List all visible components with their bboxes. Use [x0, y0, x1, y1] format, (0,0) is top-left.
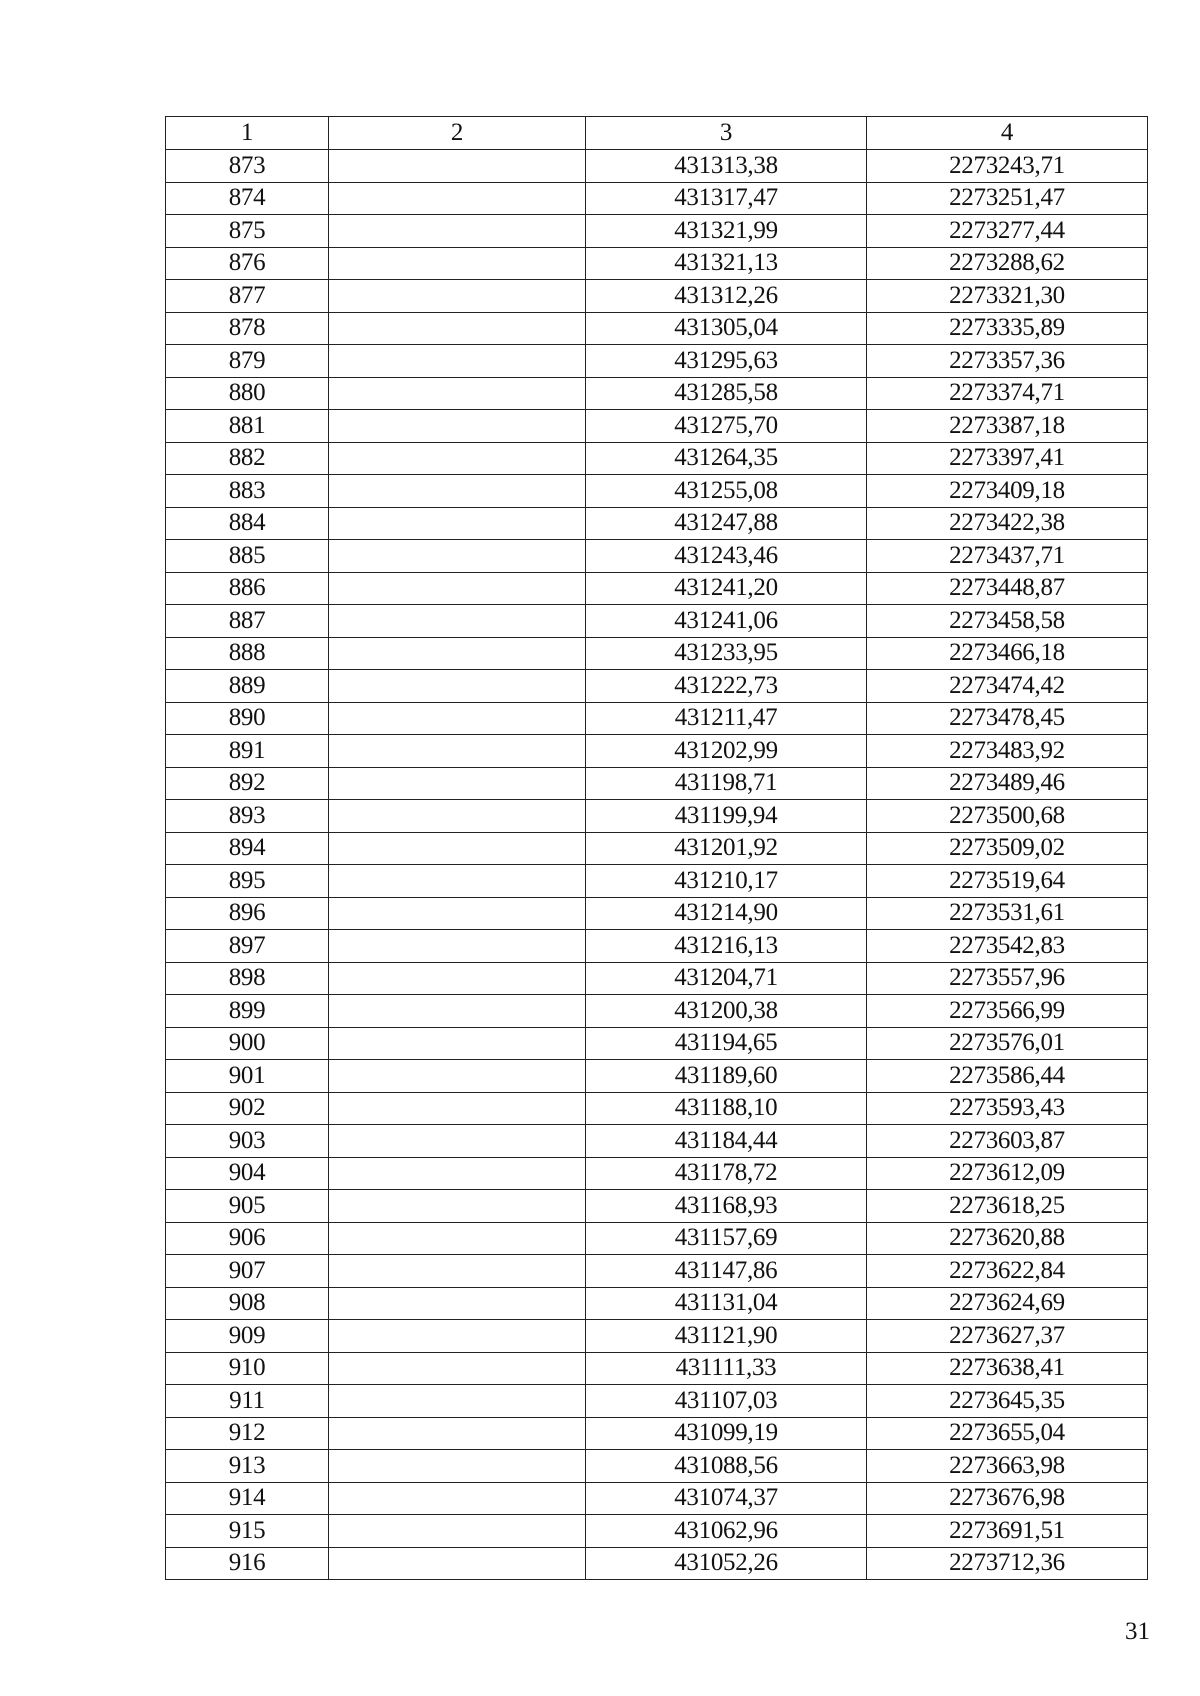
column-2-cell	[329, 962, 586, 995]
x-coordinate-cell: 431222,73	[586, 670, 867, 703]
table-row	[166, 1547, 1148, 1580]
point-number-cell: 881	[166, 410, 329, 443]
point-number-cell: 913	[166, 1450, 329, 1483]
column-2-cell	[329, 1222, 586, 1255]
x-coordinate-cell: 431107,03	[586, 1385, 867, 1418]
column-header-1: 1	[166, 117, 329, 150]
table-row	[166, 995, 1148, 1028]
point-number-cell: 892	[166, 767, 329, 800]
y-coordinate-cell: 2273335,89	[867, 312, 1148, 345]
column-2-cell	[329, 800, 586, 833]
table-row	[166, 962, 1148, 995]
table-row	[166, 1417, 1148, 1450]
y-coordinate-cell: 2273397,41	[867, 442, 1148, 475]
x-coordinate-cell: 431200,38	[586, 995, 867, 1028]
column-2-cell	[329, 475, 586, 508]
y-coordinate-cell: 2273638,41	[867, 1352, 1148, 1385]
column-2-cell	[329, 605, 586, 638]
x-coordinate-cell: 431305,04	[586, 312, 867, 345]
y-coordinate-cell: 2273655,04	[867, 1417, 1148, 1450]
point-number-cell: 902	[166, 1092, 329, 1125]
point-number-cell: 883	[166, 475, 329, 508]
table-row	[166, 442, 1148, 475]
y-coordinate-cell: 2273478,45	[867, 702, 1148, 735]
point-number-cell: 903	[166, 1125, 329, 1158]
point-number-cell: 891	[166, 735, 329, 768]
y-coordinate-cell: 2273645,35	[867, 1385, 1148, 1418]
x-coordinate-cell: 431275,70	[586, 410, 867, 443]
y-coordinate-cell: 2273458,58	[867, 605, 1148, 638]
point-number-cell: 893	[166, 800, 329, 833]
x-coordinate-cell: 431204,71	[586, 962, 867, 995]
y-coordinate-cell: 2273593,43	[867, 1092, 1148, 1125]
column-2-cell	[329, 1125, 586, 1158]
y-coordinate-cell: 2273620,88	[867, 1222, 1148, 1255]
y-coordinate-cell: 2273676,98	[867, 1482, 1148, 1515]
column-2-cell	[329, 1190, 586, 1223]
y-coordinate-cell: 2273612,09	[867, 1157, 1148, 1190]
x-coordinate-cell: 431233,95	[586, 637, 867, 670]
point-number-cell: 896	[166, 897, 329, 930]
point-number-cell: 899	[166, 995, 329, 1028]
x-coordinate-cell: 431121,90	[586, 1320, 867, 1353]
y-coordinate-cell: 2273542,83	[867, 930, 1148, 963]
point-number-cell: 886	[166, 572, 329, 605]
table-row	[166, 280, 1148, 313]
point-number-cell: 875	[166, 215, 329, 248]
point-number-cell: 887	[166, 605, 329, 638]
x-coordinate-cell: 431241,20	[586, 572, 867, 605]
y-coordinate-cell: 2273576,01	[867, 1027, 1148, 1060]
table-row	[166, 1385, 1148, 1418]
point-number-cell: 885	[166, 540, 329, 573]
table-row	[166, 572, 1148, 605]
table-row	[166, 377, 1148, 410]
column-header-2: 2	[329, 117, 586, 150]
table-row	[166, 670, 1148, 703]
table-row	[166, 702, 1148, 735]
y-coordinate-cell: 2273519,64	[867, 865, 1148, 898]
y-coordinate-cell: 2273663,98	[867, 1450, 1148, 1483]
x-coordinate-cell: 431147,86	[586, 1255, 867, 1288]
x-coordinate-cell: 431285,58	[586, 377, 867, 410]
y-coordinate-cell: 2273243,71	[867, 150, 1148, 183]
table-row	[166, 507, 1148, 540]
point-number-cell: 909	[166, 1320, 329, 1353]
table-row	[166, 475, 1148, 508]
table-row	[166, 1027, 1148, 1060]
column-2-cell	[329, 410, 586, 443]
table-row	[166, 1157, 1148, 1190]
table-row	[166, 1125, 1148, 1158]
column-2-cell	[329, 1352, 586, 1385]
x-coordinate-cell: 431210,17	[586, 865, 867, 898]
y-coordinate-cell: 2273500,68	[867, 800, 1148, 833]
column-2-cell	[329, 572, 586, 605]
point-number-cell: 916	[166, 1547, 329, 1580]
page-number: 31	[1125, 1618, 1150, 1645]
point-number-cell: 890	[166, 702, 329, 735]
column-2-cell	[329, 1515, 586, 1548]
x-coordinate-cell: 431199,94	[586, 800, 867, 833]
point-number-cell: 895	[166, 865, 329, 898]
table-header-row	[166, 117, 1148, 150]
table-row	[166, 1450, 1148, 1483]
table-row	[166, 182, 1148, 215]
table-row	[166, 247, 1148, 280]
x-coordinate-cell: 431052,26	[586, 1547, 867, 1580]
x-coordinate-cell: 431247,88	[586, 507, 867, 540]
y-coordinate-cell: 2273374,71	[867, 377, 1148, 410]
point-number-cell: 904	[166, 1157, 329, 1190]
table-row	[166, 1515, 1148, 1548]
table-row	[166, 605, 1148, 638]
column-2-cell	[329, 1157, 586, 1190]
x-coordinate-cell: 431157,69	[586, 1222, 867, 1255]
table-row	[166, 1352, 1148, 1385]
column-header-3: 3	[586, 117, 867, 150]
column-2-cell	[329, 767, 586, 800]
x-coordinate-cell: 431111,33	[586, 1352, 867, 1385]
point-number-cell: 907	[166, 1255, 329, 1288]
column-2-cell	[329, 1547, 586, 1580]
point-number-cell: 882	[166, 442, 329, 475]
x-coordinate-cell: 431194,65	[586, 1027, 867, 1060]
y-coordinate-cell: 2273624,69	[867, 1287, 1148, 1320]
x-coordinate-cell: 431099,19	[586, 1417, 867, 1450]
y-coordinate-cell: 2273566,99	[867, 995, 1148, 1028]
point-number-cell: 914	[166, 1482, 329, 1515]
x-coordinate-cell: 431062,96	[586, 1515, 867, 1548]
table-row	[166, 1255, 1148, 1288]
y-coordinate-cell: 2273422,38	[867, 507, 1148, 540]
table-row	[166, 345, 1148, 378]
y-coordinate-cell: 2273357,36	[867, 345, 1148, 378]
point-number-cell: 905	[166, 1190, 329, 1223]
x-coordinate-cell: 431168,93	[586, 1190, 867, 1223]
x-coordinate-cell: 431202,99	[586, 735, 867, 768]
point-number-cell: 912	[166, 1417, 329, 1450]
x-coordinate-cell: 431264,35	[586, 442, 867, 475]
x-coordinate-cell: 431184,44	[586, 1125, 867, 1158]
table-row	[166, 1482, 1148, 1515]
x-coordinate-cell: 431255,08	[586, 475, 867, 508]
column-2-cell	[329, 1255, 586, 1288]
x-coordinate-cell: 431312,26	[586, 280, 867, 313]
table-row	[166, 1320, 1148, 1353]
point-number-cell: 879	[166, 345, 329, 378]
point-number-cell: 884	[166, 507, 329, 540]
column-2-cell	[329, 377, 586, 410]
y-coordinate-cell: 2273437,71	[867, 540, 1148, 573]
y-coordinate-cell: 2273586,44	[867, 1060, 1148, 1093]
point-number-cell: 898	[166, 962, 329, 995]
x-coordinate-cell: 431131,04	[586, 1287, 867, 1320]
column-2-cell	[329, 637, 586, 670]
x-coordinate-cell: 431211,47	[586, 702, 867, 735]
column-2-cell	[329, 1287, 586, 1320]
table-row	[166, 1287, 1148, 1320]
x-coordinate-cell: 431321,13	[586, 247, 867, 280]
column-2-cell	[329, 1027, 586, 1060]
x-coordinate-cell: 431313,38	[586, 150, 867, 183]
table-row	[166, 1190, 1148, 1223]
column-2-cell	[329, 1385, 586, 1418]
table-row	[166, 1092, 1148, 1125]
x-coordinate-cell: 431241,06	[586, 605, 867, 638]
x-coordinate-cell: 431214,90	[586, 897, 867, 930]
point-number-cell: 897	[166, 930, 329, 963]
y-coordinate-cell: 2273618,25	[867, 1190, 1148, 1223]
x-coordinate-cell: 431074,37	[586, 1482, 867, 1515]
table-row	[166, 930, 1148, 963]
x-coordinate-cell: 431178,72	[586, 1157, 867, 1190]
y-coordinate-cell: 2273483,92	[867, 735, 1148, 768]
point-number-cell: 894	[166, 832, 329, 865]
point-number-cell: 873	[166, 150, 329, 183]
column-2-cell	[329, 897, 586, 930]
x-coordinate-cell: 431321,99	[586, 215, 867, 248]
table-body	[166, 150, 1148, 1580]
y-coordinate-cell: 2273712,36	[867, 1547, 1148, 1580]
column-2-cell	[329, 832, 586, 865]
table-row	[166, 215, 1148, 248]
y-coordinate-cell: 2273509,02	[867, 832, 1148, 865]
y-coordinate-cell: 2273288,62	[867, 247, 1148, 280]
coordinates-table	[165, 116, 1148, 1580]
column-2-cell	[329, 1060, 586, 1093]
table-row	[166, 865, 1148, 898]
y-coordinate-cell: 2273622,84	[867, 1255, 1148, 1288]
column-2-cell	[329, 865, 586, 898]
y-coordinate-cell: 2273466,18	[867, 637, 1148, 670]
column-2-cell	[329, 1450, 586, 1483]
column-2-cell	[329, 1482, 586, 1515]
column-2-cell	[329, 670, 586, 703]
y-coordinate-cell: 2273277,44	[867, 215, 1148, 248]
point-number-cell: 888	[166, 637, 329, 670]
point-number-cell: 901	[166, 1060, 329, 1093]
x-coordinate-cell: 431317,47	[586, 182, 867, 215]
y-coordinate-cell: 2273474,42	[867, 670, 1148, 703]
point-number-cell: 910	[166, 1352, 329, 1385]
column-2-cell	[329, 345, 586, 378]
table-row	[166, 150, 1148, 183]
y-coordinate-cell: 2273321,30	[867, 280, 1148, 313]
column-2-cell	[329, 995, 586, 1028]
point-number-cell: 877	[166, 280, 329, 313]
column-2-cell	[329, 702, 586, 735]
column-2-cell	[329, 215, 586, 248]
table-row	[166, 832, 1148, 865]
x-coordinate-cell: 431201,92	[586, 832, 867, 865]
table-row	[166, 897, 1148, 930]
column-2-cell	[329, 442, 586, 475]
column-2-cell	[329, 1320, 586, 1353]
point-number-cell: 874	[166, 182, 329, 215]
point-number-cell: 900	[166, 1027, 329, 1060]
column-2-cell	[329, 540, 586, 573]
column-2-cell	[329, 930, 586, 963]
point-number-cell: 906	[166, 1222, 329, 1255]
column-2-cell	[329, 507, 586, 540]
y-coordinate-cell: 2273448,87	[867, 572, 1148, 605]
y-coordinate-cell: 2273387,18	[867, 410, 1148, 443]
column-2-cell	[329, 150, 586, 183]
y-coordinate-cell: 2273557,96	[867, 962, 1148, 995]
y-coordinate-cell: 2273627,37	[867, 1320, 1148, 1353]
column-header-4: 4	[867, 117, 1148, 150]
x-coordinate-cell: 431243,46	[586, 540, 867, 573]
y-coordinate-cell: 2273603,87	[867, 1125, 1148, 1158]
table-row	[166, 735, 1148, 768]
x-coordinate-cell: 431188,10	[586, 1092, 867, 1125]
point-number-cell: 911	[166, 1385, 329, 1418]
x-coordinate-cell: 431198,71	[586, 767, 867, 800]
table-row	[166, 767, 1148, 800]
table-row	[166, 540, 1148, 573]
point-number-cell: 915	[166, 1515, 329, 1548]
point-number-cell: 880	[166, 377, 329, 410]
table-row	[166, 1222, 1148, 1255]
point-number-cell: 876	[166, 247, 329, 280]
column-2-cell	[329, 1417, 586, 1450]
point-number-cell: 878	[166, 312, 329, 345]
y-coordinate-cell: 2273691,51	[867, 1515, 1148, 1548]
x-coordinate-cell: 431216,13	[586, 930, 867, 963]
column-2-cell	[329, 735, 586, 768]
x-coordinate-cell: 431088,56	[586, 1450, 867, 1483]
x-coordinate-cell: 431295,63	[586, 345, 867, 378]
point-number-cell: 889	[166, 670, 329, 703]
column-2-cell	[329, 247, 586, 280]
y-coordinate-cell: 2273409,18	[867, 475, 1148, 508]
table-row	[166, 637, 1148, 670]
y-coordinate-cell: 2273251,47	[867, 182, 1148, 215]
table-row	[166, 800, 1148, 833]
column-2-cell	[329, 182, 586, 215]
y-coordinate-cell: 2273531,61	[867, 897, 1148, 930]
x-coordinate-cell: 431189,60	[586, 1060, 867, 1093]
table-row	[166, 312, 1148, 345]
table-row	[166, 1060, 1148, 1093]
column-2-cell	[329, 312, 586, 345]
table-row	[166, 410, 1148, 443]
column-2-cell	[329, 280, 586, 313]
point-number-cell: 908	[166, 1287, 329, 1320]
column-2-cell	[329, 1092, 586, 1125]
y-coordinate-cell: 2273489,46	[867, 767, 1148, 800]
